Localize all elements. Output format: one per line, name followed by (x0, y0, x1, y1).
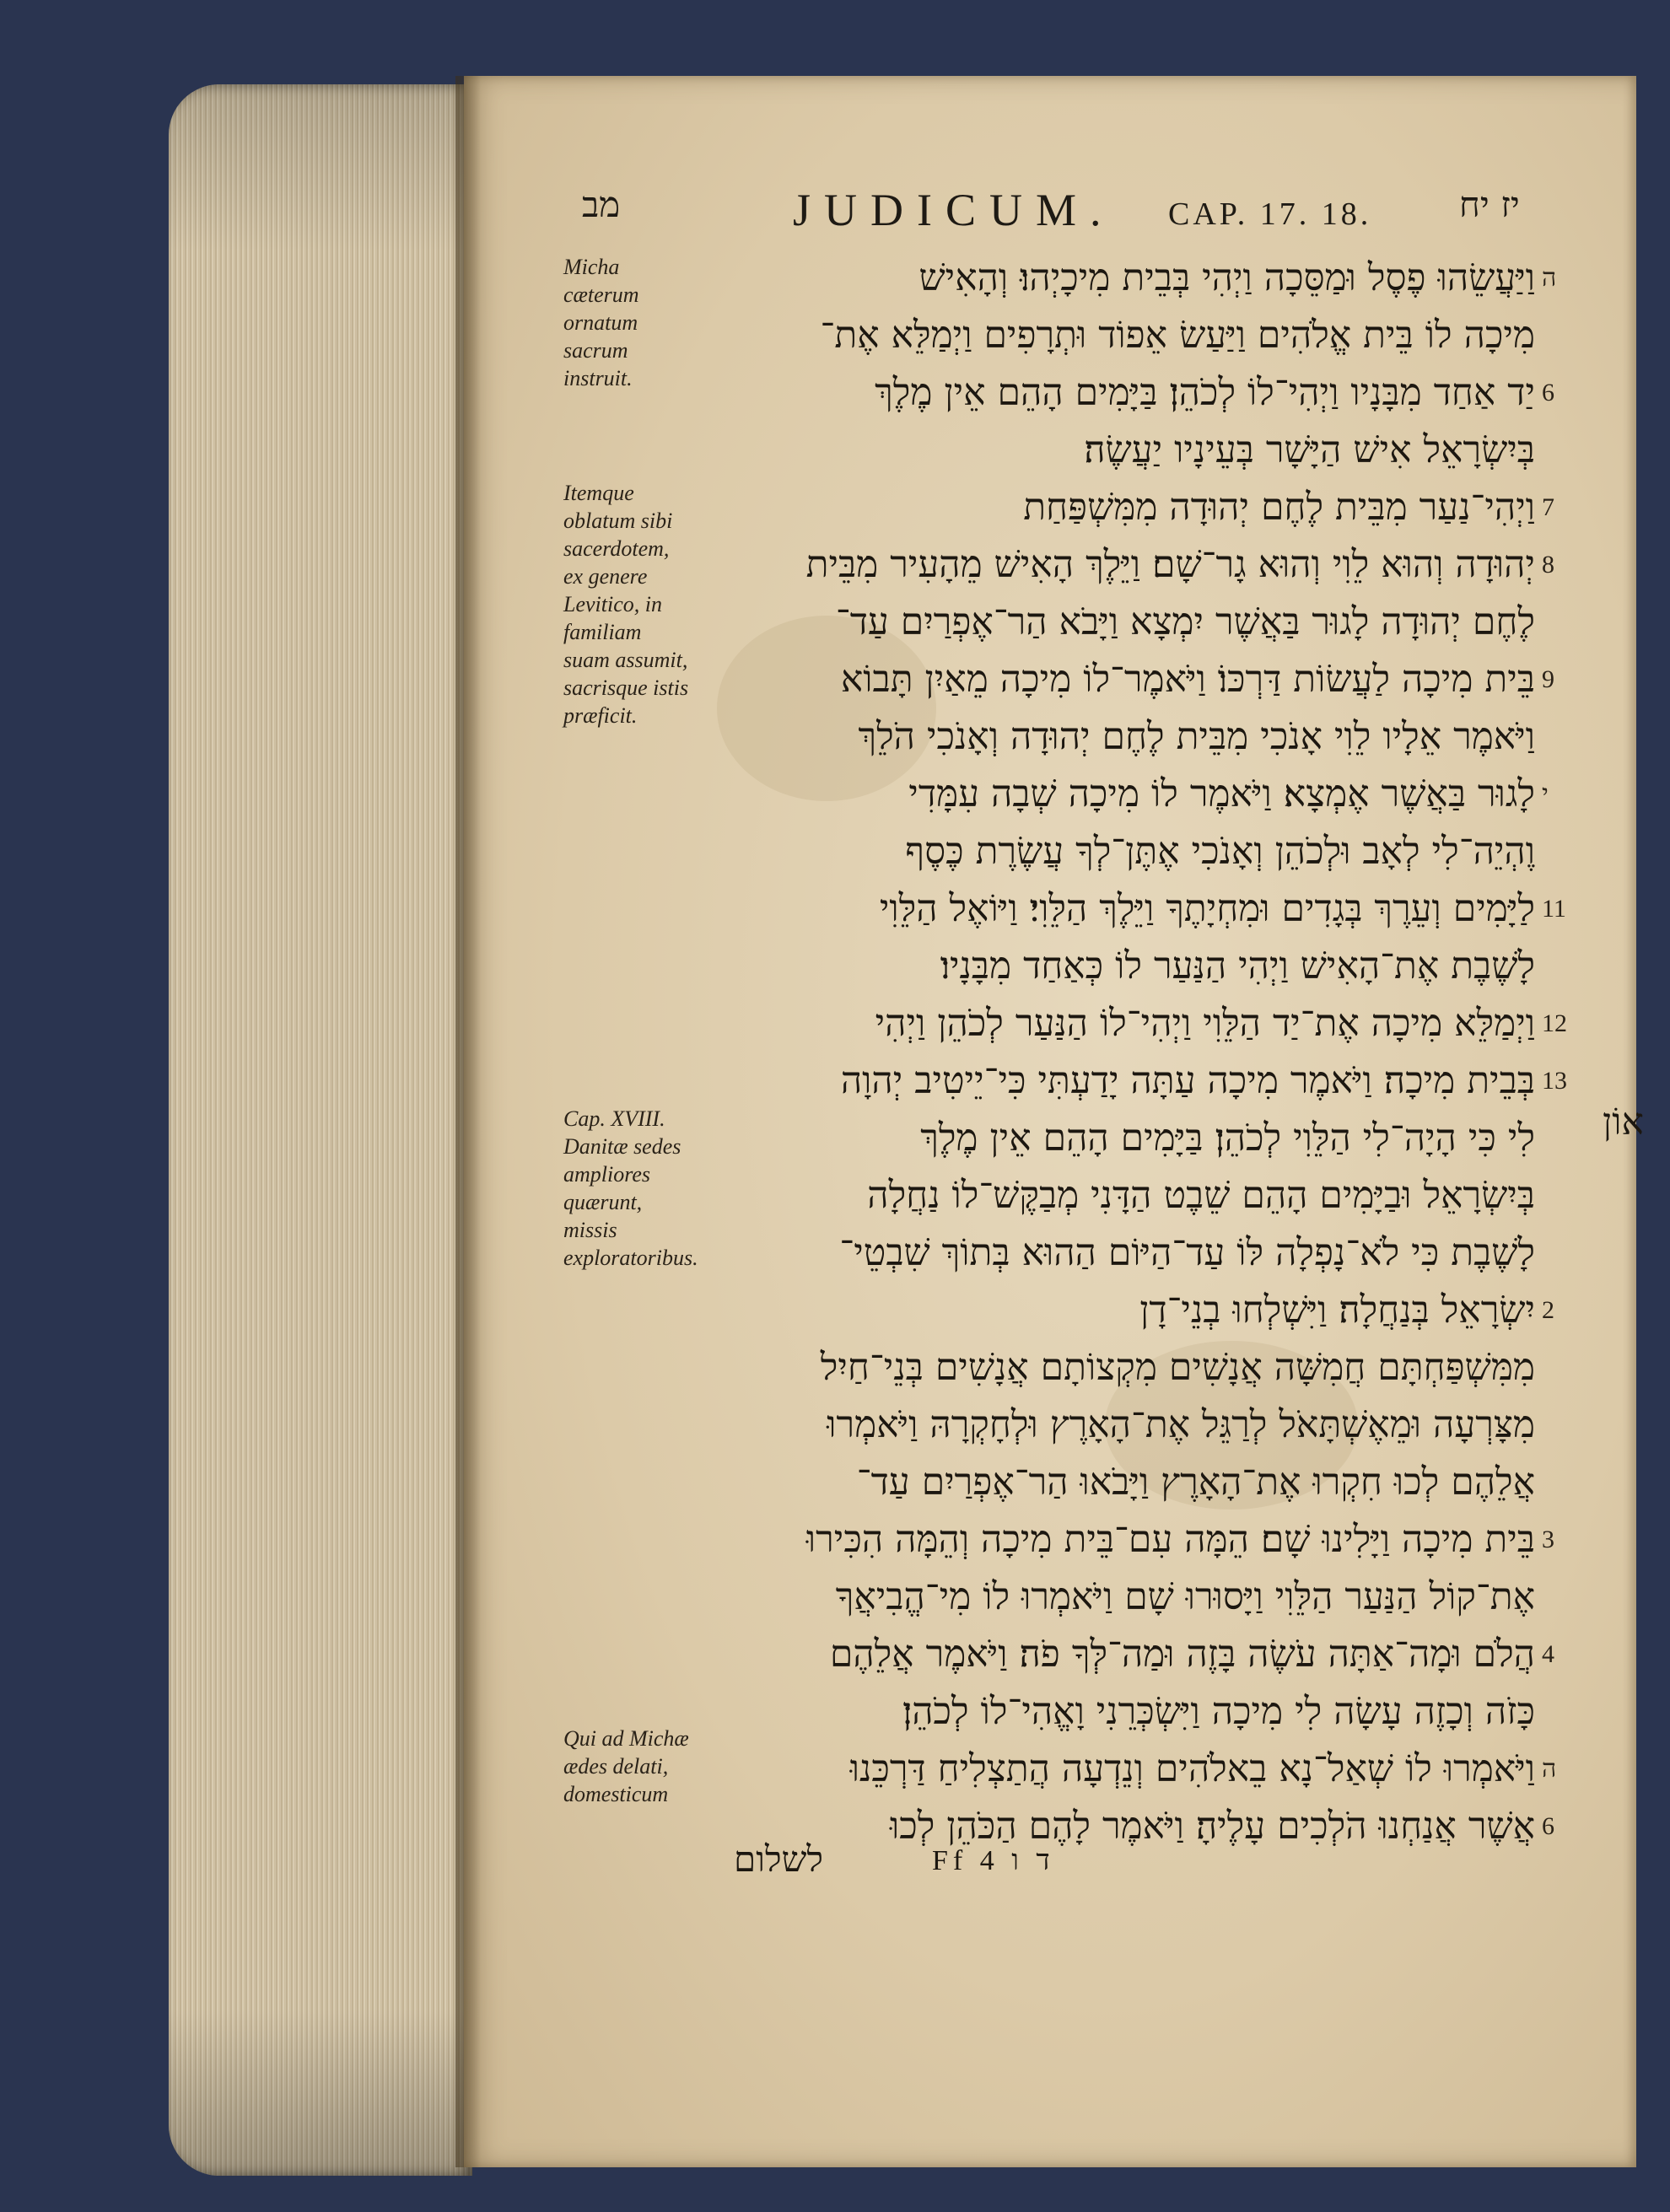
text-line: וֶהְיֵה־לִי לְאָב וּלְכֹהֵן וְאָנֹכִי אֶתֶּן־לְךָ עֲשֶׂרֶת כֶּסֶף (905, 830, 1535, 873)
verse-number: ה (1542, 1755, 1557, 1783)
text-line: מִיכָה לוֹ בֵּית אֱלֹהִים וַיַּעַשׂ אֵפוֹד וּתְרָפִים וַיְמַלֵּא אֶת־ (820, 314, 1535, 357)
margin-note: Micha cæterum ornatum sacrum instruit. (563, 255, 639, 390)
text-line: אֲלֵהֶם לְכוּ חִקְרוּ אֶת־הָאָרֶץ וַיָּבֹאוּ הַר־אֶפְרַיִם עַד־ (856, 1461, 1535, 1504)
verse-number: 13 (1542, 1067, 1567, 1095)
verse-number (1542, 594, 1601, 651)
text-line: יַד אַחַד מִבָּנָיו וַיְהִי־לוֹ לְכֹהֵן׃ בַּיָּמִים הָהֵם אֵין מֶלֶךְ (875, 371, 1535, 414)
text-line: לַיָּמִים וְעֵרֶךְ בְּגָדִים וּמִחְיָתֶךָ וַיֵּלֶךְ הַלֵּוִי׃ וַיּוֹאֶל הַלֵּוִי (879, 887, 1535, 930)
verse-number: 2 (1542, 1296, 1554, 1324)
text-line: הֲלֹם וּמָה־אַתָּה עֹשֶׂה בָּזֶה וּמַה־לְּךָ פֹה׃ וַיֹּאמֶר אֲלֵהֶם (829, 1633, 1535, 1676)
margin-note: Qui ad Michæ ædes delati, domesticum (563, 1726, 689, 1806)
text-line: יְהוּדָה וְהוּא לֵוִי וְהוּא גָר־שָׁם׃ וַיֵּלֶךְ הָאִישׁ מֵהָעִיר מִבֵּית (805, 543, 1535, 586)
verse-number (1542, 708, 1601, 766)
verse-number: 6 (1542, 379, 1554, 406)
verse-number (1542, 1569, 1601, 1626)
verse-number (1542, 1224, 1601, 1282)
verse-number (1542, 1683, 1601, 1741)
catchword: לשלום (734, 1838, 823, 1880)
margin-note: Cap. XVIII. Danitæ sedes ampliores quærunt, missis exploratoribus. (563, 1106, 698, 1270)
text-line: בֵּית מִיכָה וַיָּלִינוּ שָׁם׃ הֵמָּה עִם־בֵּית מִיכָה וְהֵמָּה הִכִּירוּ (805, 1518, 1535, 1561)
text-line: לָשֶׁבֶת אֶת־הָאִישׁ וַיְהִי הַנַּעַר לוֹ כְּאַחַד מִבָּנָיו׃ (940, 945, 1535, 988)
verse-number (1542, 1110, 1601, 1167)
verse-number: 11 (1542, 895, 1566, 923)
text-line: וַיַּעֲשֵׂהוּ פֶסֶל וּמַסֵּכָה וַיְהִי בְּבֵית מִיכָיְהוּ׃ וְהָאִישׁ (918, 256, 1535, 299)
chapter-hebrew: יז יח (1459, 184, 1520, 225)
verse-number: ה (1542, 264, 1557, 292)
verse-number: 4 (1542, 1640, 1554, 1668)
text-line: לָשֶׁבֶת כִּי לֹא־נָפְלָה לּוֹ עַד־הַיּוֹם הַהוּא בְּתוֹךְ שִׁבְטֵי־ (839, 1231, 1535, 1274)
folio-hebrew: מב (582, 184, 621, 225)
text-line: אֲשֶׁר אֲנַחְנוּ הֹלְכִים עָלֶיהָ׃ וַיֹּאמֶר לָהֶם הַכֹּהֵן לְכוּ (889, 1805, 1535, 1848)
verse-number: 6 (1542, 1812, 1554, 1840)
text-line: וַיֹּאמְרוּ לוֹ שְׁאַל־נָא בֵאלֹהִים וְנֵדְעָה הֲתַצְלִיחַ דַּרְכֵּנוּ (849, 1747, 1535, 1790)
verse-number: 8 (1542, 551, 1554, 579)
text-line: וַיֹּאמֶר אֵלָיו לֵוִי אָנֹכִי מִבֵּית לֶחֶם יְהוּדָה וְאָנֹכִי הֹלֵךְ (858, 715, 1535, 758)
verse-number (1542, 1454, 1601, 1511)
verse-number: י (1542, 780, 1549, 808)
text-line: לִי כִּי הָיָה־לִי הַלֵּוִי לְכֹהֵן׃ בַּיָּמִים הָהֵם אֵין מֶלֶךְ (920, 1117, 1535, 1160)
outer-margin-word: אוֹן (1603, 1101, 1644, 1144)
verse-number (1542, 1339, 1601, 1397)
verse-number: 7 (1542, 493, 1554, 521)
text-line: בֵּית מִיכָה לַעֲשׂוֹת דַּרְכּוֹ׃ וַיֹּאמֶר־לוֹ מִיכָה מֵאַיִן תָּבוֹא (840, 658, 1535, 701)
text-line: מִצָּרְעָה וּמֵאֶשְׁתָּאֹל לְרַגֵּל אֶת־הָאָרֶץ וּלְחָקְרָהּ וַיֹּאמְרוּ (827, 1403, 1535, 1446)
text-line: וַיְהִי־נַעַר מִבֵּית לֶחֶם יְהוּדָה מִמִּשְׁפַּחַת (1023, 486, 1535, 529)
signature-mark: Ff 4 ד ו (932, 1845, 1055, 1876)
verse-number (1542, 938, 1601, 995)
text-line: וַיְמַלֵּא מִיכָה אֶת־יַד הַלֵּוִי וַיְהִי־לוֹ הַנַּעַר לְכֹהֵן וַיְהִי (875, 1002, 1535, 1045)
chapter-label: CAP. 17. 18. (1168, 196, 1372, 232)
verse-number (1542, 1397, 1601, 1454)
verse-number: 3 (1542, 1526, 1554, 1553)
text-line: לֶחֶם יְהוּדָה לָגוּר בַּאֲשֶׁר יִמְצָא וַיָּבֹא הַר־אֶפְרַיִם עַד־ (835, 600, 1535, 643)
verse-number (1542, 422, 1601, 479)
text-line: לָגוּר בַּאֲשֶׁר אֶמְצָא׃ וַיֹּאמֶר לוֹ מִיכָה שְׁבָה עִמָּדִי (908, 772, 1535, 815)
text-line: כָּזֹה וְכָזֶה עָשָׂה לִי מִיכָה וַיִּשְׂכְּרֵנִי וָאֱהִי־לוֹ לְכֹהֵן׃ (902, 1690, 1535, 1733)
text-line: בְּיִשְׂרָאֵל וּבַיָּמִים הָהֵם שֵׁבֶט הַדָּנִי מְבַקֶּשׁ־לוֹ נַחֲלָה (867, 1174, 1535, 1217)
text-line: בְּבֵית מִיכָה׃ וַיֹּאמֶר מִיכָה עַתָּה יָדַעְתִּי כִּי־יֵיטִיב יְהוָה (840, 1059, 1535, 1102)
verse-number (1542, 1167, 1601, 1224)
margin-note: Itemque oblatum sibi sacerdotem, ex genere Levitico, in familiam suam assumit, sacrisque istis præficit. (563, 481, 689, 728)
page-edge-stack (169, 84, 472, 2176)
text-line: אֶת־קוֹל הַנַּעַר הַלֵּוִי וַיָּסוּרוּ שָׁם וַיֹּאמְרוּ לוֹ מִי־הֱבִיאֲךָ (835, 1575, 1535, 1618)
text-line: מִמִּשְׁפַּחְתָּם חֲמִשָּׁה אֲנָשִׁים מִקְצוֹתָם אֲנָשִׁים בְּנֵי־חַיִל (820, 1346, 1535, 1389)
page-gutter (455, 76, 481, 2167)
verse-number (1542, 823, 1601, 880)
text-line: בְּיִשְׂרָאֵל אִישׁ הַיָּשָׁר בְּעֵינָיו יַעֲשֶׂה׃ (1084, 428, 1535, 471)
verse-number: 9 (1542, 665, 1554, 693)
verse-number (1542, 307, 1601, 364)
running-title: JUDICUM. (793, 185, 1115, 235)
verse-number: 12 (1542, 1009, 1567, 1037)
text-line: יִשְׂרָאֵל בְּנַחֲלָה׃ וַיִּשְׁלְחוּ בְנֵי־דָן (1139, 1289, 1535, 1332)
